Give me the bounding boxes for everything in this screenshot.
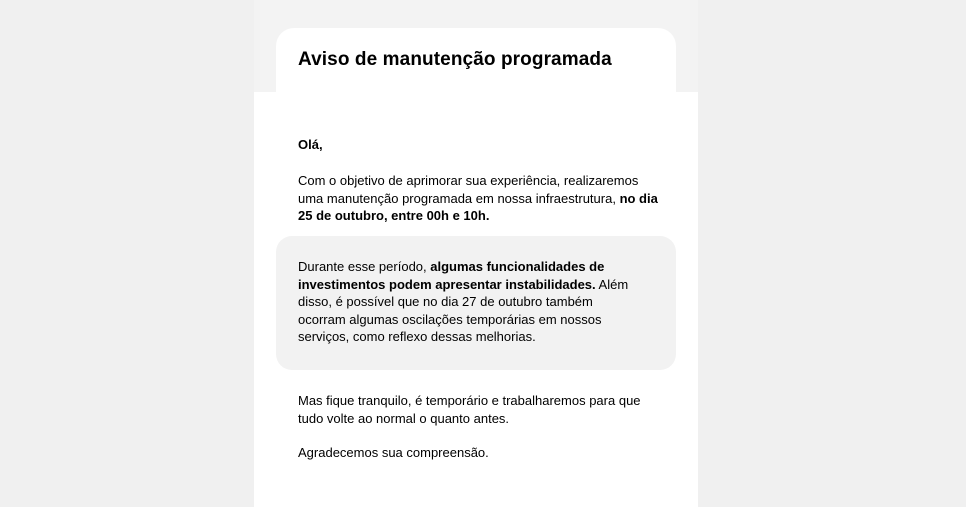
instabilities-highlight: algumas funcionalidades de investimentos podem apresentar instabilidades. — [298, 259, 605, 292]
email-page — [254, 0, 698, 507]
paragraph-instabilities-intro: Durante esse período, — [298, 259, 431, 274]
greeting — [298, 136, 658, 154]
greeting-text: Olá, — [298, 137, 323, 152]
maintenance-date-highlight: no dia 25 de outubro, entre 00h e 10h. — [298, 190, 658, 223]
paragraph-thanks: Agradecemos sua compreensão. — [298, 445, 489, 460]
highlight-box — [276, 236, 676, 370]
notice-card — [276, 28, 676, 507]
paragraph-reassurance: Mas fique tranquilo, é temporário e trabalharemos para que tudo volte ao normal o quanto antes. — [298, 393, 641, 426]
paragraph-instabilities — [298, 258, 638, 346]
paragraph-instabilities-rest: Além disso, é possível que no dia 27 de outubro também ocorram algumas oscilações temporárias em nossos serviços, como reflexo dessas melhorias. — [298, 276, 629, 344]
notice-title: Aviso de manutenção programada — [298, 49, 612, 70]
paragraph-maintenance-date — [298, 172, 658, 225]
paragraph-maintenance-date-text: Com o objetivo de aprimorar sua experiência, realizaremos uma manutenção programada em nossa infraestrutura, — [298, 173, 639, 206]
